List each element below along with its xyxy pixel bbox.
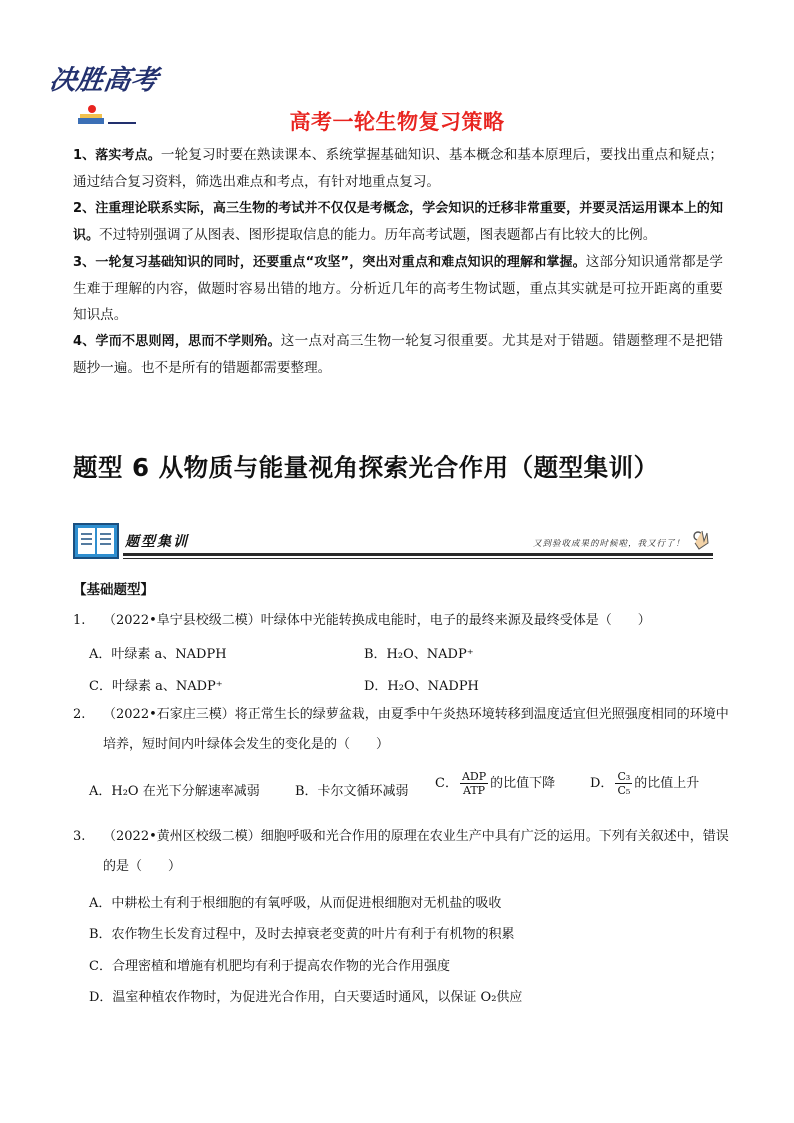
- page-title: 高考一轮生物复习策略: [289, 110, 505, 134]
- question-stem: （2022•石家庄三模）将正常生长的绿萝盆栽，由夏季中午炎热环境转移到温度适宜但光照强度相同的环境中培养，短时间内叶绿体会发生的变化是的（ ）: [103, 707, 729, 752]
- option-b: B．H₂O、NADP⁺: [364, 647, 474, 662]
- question-1: [73, 606, 733, 694]
- question-stem: （2022•黄州区校级二模）细胞呼吸和光合作用的原理在农业生产中具有广泛的运用。下列有关叙述中，错误的是（ ）: [103, 829, 729, 874]
- book-icon: [73, 523, 119, 563]
- option-c: C． $\frac{\text{ADP}}{\text{ATP}}$ 的比值下降: [435, 770, 556, 797]
- section-title: 题型 6 从物质与能量视角探索光合作用（题型集训）: [73, 453, 659, 482]
- intro-item: 4、学而不思则罔，思而不学则殆。这一点对高三生物一轮复习很重要。尤其是对于错题。错题整理不是把错题抄一遍。也不是所有的错题都需要整理。: [73, 333, 724, 376]
- basic-section-label: 【基础题型】: [73, 582, 154, 598]
- banner-label: 题型集训: [125, 534, 189, 550]
- option-a: A．叶绿素 a、NADPH: [89, 647, 227, 662]
- option-c: C．合理密植和增施有机肥均有利于提高农作物的光合作用强度: [89, 959, 450, 974]
- question-number: 3.: [73, 829, 86, 844]
- intro-item: 2、注重理论联系实际，高三生物的考试并不仅仅是考概念，学会知识的迁移非常重要，并要灵活运用课本上的知识。不过特别强调了从图表、图形提取信息的能力。历年高考试题，图表题都占有比较大的比例。: [73, 201, 723, 243]
- question-3: [73, 822, 733, 1005]
- banner-divider: [123, 558, 713, 559]
- option-d: D．H₂O、NADPH: [364, 679, 479, 694]
- option-a: A．中耕松土有利于根细胞的有氧呼吸，从而促进根细胞对无机盐的吸收: [89, 896, 502, 911]
- option-c: C．叶绿素 a、NADP⁺: [89, 679, 223, 694]
- intro-paragraphs: [73, 142, 723, 381]
- intro-item: 1、落实考点。一轮复习时要在熟读课本、系统掌握基础知识、基本概念和基本原理后，要找出重点和疑点；通过结合复习资料，筛选出难点和考点，有针对地重点复习。: [73, 147, 724, 190]
- banner-divider: [123, 553, 713, 556]
- ok-hand-icon: [691, 527, 711, 555]
- option-b: B．卡尔文循环减弱: [295, 784, 409, 799]
- question-2: [73, 700, 733, 799]
- adp-atp-fraction: $\frac{\text{ADP}}{\text{ATP}}$: [461, 770, 487, 797]
- banner-slogan: 又到验收成果的时候啦，我又行了！: [532, 539, 685, 549]
- logo-text: 决胜高考: [47, 65, 160, 96]
- c3-c5-fraction: $\frac{\text{C₃}}{\text{C₅}}$: [617, 770, 631, 797]
- intro-item: 3、一轮复习基础知识的同时，还要重点“攻坚”，突出对重点和难点知识的理解和掌握。这部分知识通常都是学生难于理解的内容，做题时容易出错的地方。分析近几年的高考生物试题，重点其实就是可拉开距离的重要知识点。: [73, 254, 724, 323]
- option-a: A．H₂O 在光下分解速率减弱: [89, 784, 260, 799]
- option-b: B．农作物生长发育过程中，及时去掉衰老变黄的叶片有利于有机物的积累: [89, 927, 515, 942]
- question-stem: （2022•阜宁县校级二模）叶绿体中光能转换成电能时，电子的最终来源及最终受体是（ ）: [103, 613, 651, 628]
- option-d: D． $\frac{\text{C₃}}{\text{C₅}}$ 的比值上升: [590, 770, 700, 797]
- question-number: 1.: [73, 613, 86, 628]
- question-number: 2.: [73, 707, 86, 722]
- section-banner: [73, 521, 713, 561]
- option-d: D．温室种植农作物时，为促进光合作用，白天要适时通风，以保证 O₂供应: [89, 990, 523, 1005]
